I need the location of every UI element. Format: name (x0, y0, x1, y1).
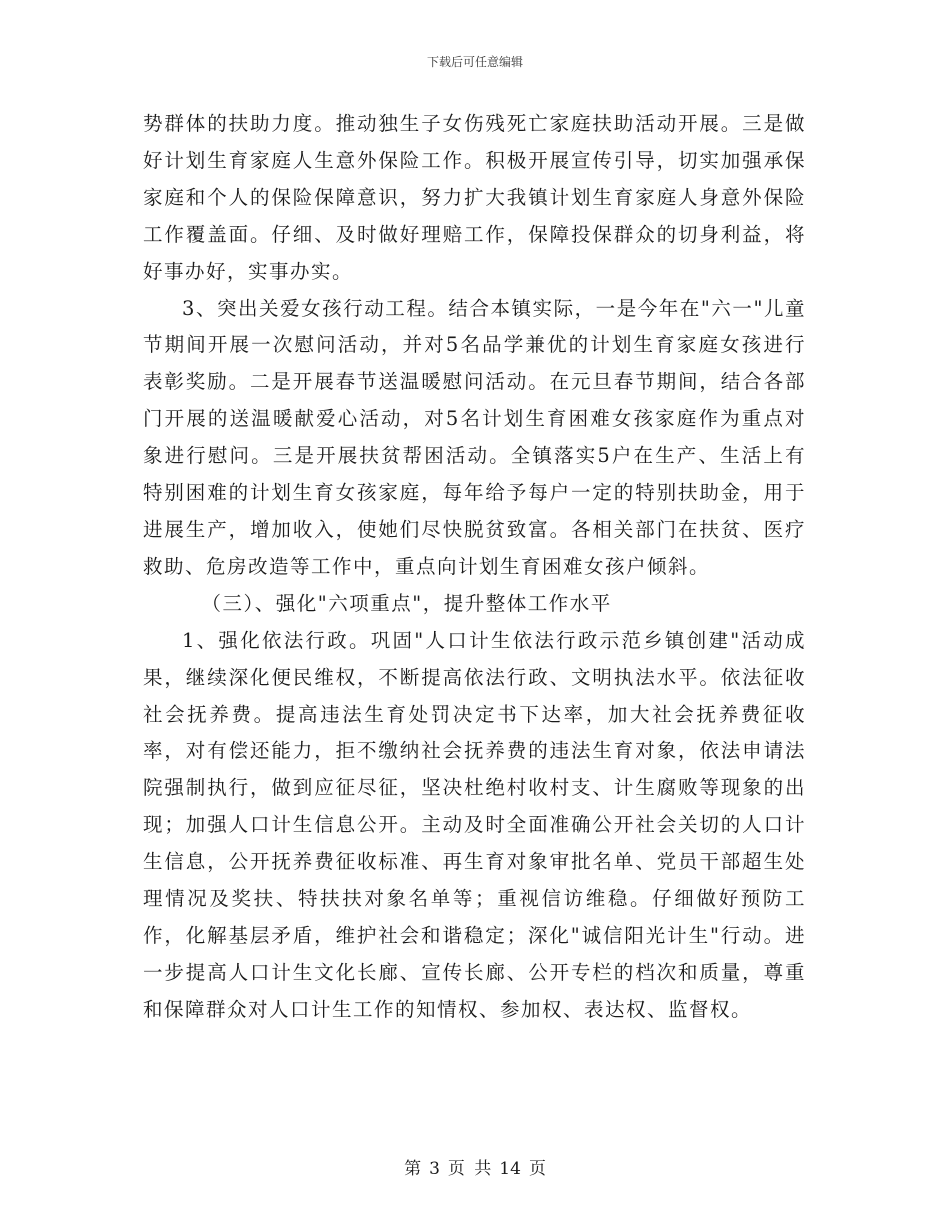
paragraph-continuation: 势群体的扶助力度。推动独生子女伤残死亡家庭扶助活动开展。三是做好计划生育家庭人生意外保险工作。积极开展宣传引导，切实加强承保家庭和个人的保险保障意识，努力扩大我镇计划生育家庭人身意外保险工作覆盖面。仔细、及时做好理赔工作，保障投保群众的切身利益，将好事办好，实事办实。 (143, 112, 806, 283)
paragraph-girls-care: 3、突出关爱女孩行动工程。结合本镇实际，一是今年在"六一"儿童节期间开展一次慰问活动，并对5名品学兼优的计划生育家庭女孩进行表彰奖励。二是开展春节送温暖慰问活动。在元旦春节期间，结合各部门开展的送温暖献爱心活动，对5名计划生育困难女孩家庭作为重点对象进行慰问。三是开展扶贫帮困活动。全镇落实5户在生产、生活上有特别困难的计划生育女孩家庭，每年给予每户一定的特别扶助金，用于进展生产，增加收入，使她们尽快脱贫致富。各相关部门在扶贫、医疗救助、危房改造等工作中，重点向计划生育困难女孩户倾斜。 (143, 296, 806, 578)
document-body (143, 106, 806, 1029)
total-pages-number: 14 (499, 1159, 521, 1179)
footer-suffix: 页 (528, 1159, 546, 1179)
footer-prefix: 第 (404, 1159, 422, 1179)
section-heading: （三）、强化"六项重点"，提升整体工作水平 (201, 591, 612, 615)
footer-middle: 页 共 (447, 1159, 492, 1179)
paragraph-law-admin: 1、强化依法行政。巩固"人口计生依法行政示范乡镇创建"活动成果，继续深化便民维权，不断提高依法行政、文明执法水平。依法征收社会抚养费。提高违法生育处罚决定书下达率，加大社会抚养费征收率，对有偿还能力，拒不缴纳社会抚养费的违法生育对象，依法申请法院强制执行，做到应征尽征，坚决杜绝村收村支、计生腐败等现象的出现；加强人口计生信息公开。主动及时全面准确公开社会关切的人口计生信息，公开抚养费征收标准、再生育对象审批名单、党员干部超生处理情况及奖扶、特扶扶对象名单等；重视信访维稳。仔细做好预防工作，化解基层矛盾，维护社会和谐稳定；深化"诚信阳光计生"行动。进一步提高人口计生文化长廊、宣传长廊、公开专栏的档次和质量，尊重和保障群众对人口计生工作的知情权、参加权、表达权、监督权。 (143, 628, 806, 1021)
current-page-number: 3 (429, 1159, 440, 1179)
page-footer (0, 1154, 950, 1179)
page-header-note: 下载后可任意编辑 (426, 55, 523, 69)
